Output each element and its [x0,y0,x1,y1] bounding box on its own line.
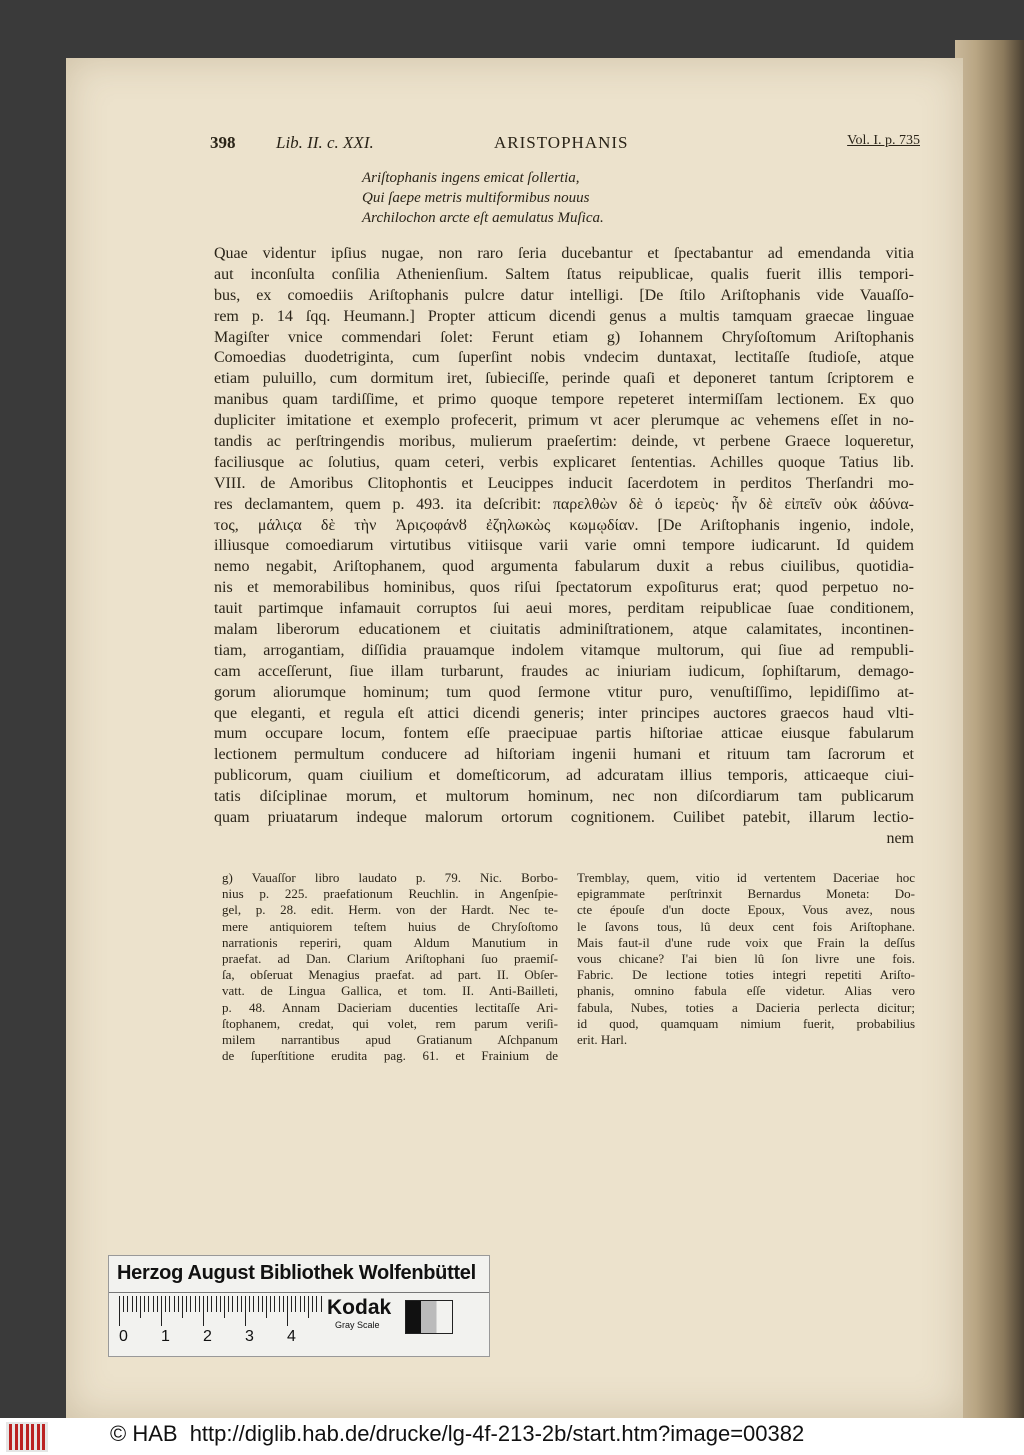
text-line: cam acceſſerunt, ſiue illam turbarunt, fraudes ac iniuriam iudicum, ſophiſtarum, demago- [214,662,914,680]
scale-number: 3 [245,1328,254,1345]
ruler-tick [178,1296,179,1312]
ruler-tick [161,1296,162,1326]
library-name: Herzog August Bibliothek Wolfenbüttel [117,1262,476,1284]
text-line: rem p. 14 ſqq. Heumann.] Propter atticum dicendi genus a multis tamquam graecae linguae [214,307,914,325]
ruler-tick [140,1296,141,1318]
footnote-line: vous chicane? I'ai bien lû ſon livre une fois. [577,950,915,966]
text-line: tandis ac perſtringendis moribus, mulierum praeſertim: deinde, vt perbene Graece loqueretur, [214,433,914,451]
footnote-line: Mais faut-il d'une rude voix que Frain la deſſus [577,934,915,950]
ruler-tick [249,1296,250,1312]
logo-stripe [42,1424,45,1450]
ruler-tick [266,1296,267,1318]
text-line: mum occupare locum, fontem eſſe praecipuae partis hiſtoriae atticae eiusque fabularum [214,725,914,743]
footnote-line: epigrammate perſtrinxit Bernardus Moneta: Do- [577,886,915,902]
text-line: τος, μάλιϛα δὲ τὴν Ἀριϛοφάνȣ ἐζηλωκὼς κωμῳδίαν. [De Ariſtophanis ingenio, indole, [214,516,914,534]
main-text [214,244,914,850]
ruler-tick [165,1296,166,1312]
text-line: nem [886,829,914,847]
ruler-tick [274,1296,275,1312]
footnote-line: cte épouſe d'un docte Epoux, Vous avez, nous [577,902,915,918]
ruler-tick [123,1296,124,1312]
footnote-line: mere antiquiorem teſtem huius de Chryſoſtomo [222,918,558,934]
scale-number: 0 [119,1328,128,1345]
footnote-right-column [577,870,915,1048]
logo-stripe [37,1424,40,1450]
ruler-tick [186,1296,187,1312]
ruler-tick [203,1296,204,1326]
source-url-link[interactable]: http://diglib.hab.de/drucke/lg-4f-213-2b/start.htm?image=00382 [189,1421,805,1446]
ruler-tick [321,1296,322,1312]
footnote-line: id quod, quamquam nimium fuerit, probabilius [577,1015,915,1031]
book-right-edge [955,40,1024,1420]
volume-reference: Vol. I. p. 735 [847,133,920,148]
ruler-tick [241,1296,242,1312]
text-line: publicorum, quam ciuilium et domeſticorum, ad adcuratam illius temporis, atticaeque ciui- [214,767,914,785]
ruler-tick [287,1296,288,1326]
footnote-left-column [222,870,558,1064]
text-line: etiam puluillo, cum dormitum iret, ſubieciſſe, perinde quaſi et deponeret tantum ſcriptorem e [214,370,914,388]
scale-number: 4 [287,1328,296,1345]
ruler-tick [182,1296,183,1318]
ruler-tick [300,1296,301,1312]
logo-stripe [31,1424,34,1450]
ruler-tick [283,1296,284,1312]
ruler-tick [174,1296,175,1312]
hab-logo-icon [6,1422,48,1452]
text-line: illiusque comoediarum virtutibus vitiisque varii varie omni tempore iudicarunt. Id quidem [214,537,914,555]
logo-stripe [9,1424,12,1450]
footnote-line: phanis, omnino fabula eſſe videtur. Alias vero [577,983,915,999]
ruler-tick [316,1296,317,1312]
ruler-tick [136,1296,137,1312]
copyright-text: © HAB [110,1421,178,1446]
ruler-tick [199,1296,200,1312]
footnote-line: de ſuperſtitione erudita pag. 61. et Frainium de [222,1048,558,1064]
footnote-line: praefat. ad Dan. Clarium Ariſtophani ſuo praemiſ- [222,950,558,966]
ruler-tick [245,1296,246,1326]
ruler-tick [211,1296,212,1312]
ruler-tick [262,1296,263,1312]
scale-number: 2 [203,1328,212,1345]
logo-stripe [26,1424,29,1450]
ruler-tick [308,1296,309,1318]
kodak-logo: Kodak [327,1296,392,1319]
verse-line: Ariſtophanis ingens emicat ſollertia, [362,170,580,186]
ruler-tick [190,1296,191,1312]
ruler-tick [132,1296,133,1312]
ruler-tick [295,1296,296,1312]
footnote-line: Tremblay, quem, vitio id vertentem Daceriae hoc [577,870,915,885]
ruler-tick [312,1296,313,1312]
text-line: nemo negabit, Ariſtophanem, quod argumenta fabularum duxit a rebus ciuilibus, quotidia- [214,558,914,576]
ruler-tick [169,1296,170,1312]
ruler-tick [144,1296,145,1312]
verse-line: Qui ſaepe metris multiformibus nouus [362,190,590,206]
page-number: 398 [210,133,236,152]
text-line: tatis diſciplinae morum, et multorum hominum, nec non diſcordiarum tam publicarum [214,788,914,806]
text-line: bus, ex comoediis Ariſtophanis pulcre datur intelligi. [De ſtilo Ariſtophanis vide Vauaſſo- [214,286,914,304]
library-color-target [108,1255,490,1357]
ruler-tick [304,1296,305,1312]
footnote-line: ſtophanem, credat, qui volet, rem parum veriſi- [222,1015,558,1031]
ruler-tick [157,1296,158,1312]
ruler-tick [207,1296,208,1312]
ruler-tick [148,1296,149,1312]
ruler-tick [228,1296,229,1312]
footnote-line: g) Vauaſſor libro laudato p. 79. Nic. Borbo- [222,870,558,885]
text-line: lectionem permultum conducere ad hiſtoriam ingenii humani et rituum tam ſacrorum et [214,746,914,764]
footnote-line: vatt. de Lingua Gallica, et tom. II. Anti-Bailleti, [222,983,558,999]
ruler-tick [237,1296,238,1312]
text-line: tiam, arrogantiam, diſſidia prauamque indolem vitamque multorum, qui ſiue ad rempubli- [214,641,914,659]
logo-stripe [15,1424,18,1450]
ruler-tick [258,1296,259,1312]
ruler-tick [232,1296,233,1312]
ruler-tick [153,1296,154,1312]
text-line: tauit partimque infamauit corruptos ſui aeui mores, perditam reipublicae ſuae conditionem, [214,600,914,618]
gray-scale-caption: Gray Scale [335,1320,380,1330]
footnote-line: narrationis reperiri, quam Aldum Manutium in [222,934,558,950]
text-line: gorum aliorumque hominum; tum quod ſermone vtitur puro, venuſtiſſimo, lepidiſſimo at- [214,683,914,701]
text-line: quam priuatarum indeque malorum ortorum cognitionem. Cuilibet patebit, illarum lectio- [214,809,914,827]
label-divider [109,1292,489,1293]
ruler-tick [195,1296,196,1312]
footnote-line: milem narrantibus apud Gratianum Aſchpanum [222,1031,558,1047]
ruler-tick [216,1296,217,1312]
footnote-line: p. 48. Annam Dacieriam ducenties lectitaſſe Ari- [222,999,558,1015]
footnote-line: erit. Harl. [577,1031,628,1047]
verse-line: Archilochon arcte eſt aemulatus Muſica. [362,210,604,226]
page-title: ARISTOPHANIS [494,133,629,152]
ruler-tick [119,1296,120,1326]
footnote-line: nius p. 225. praefationum Reuchlin. in Angenſpie- [222,886,558,902]
footnote-line: gel, p. 28. edit. Herm. von der Hardt. Nec te- [222,902,558,918]
ruler-tick [127,1296,128,1312]
verse-quotation [362,168,722,228]
footnote-line: fabula, Nubes, toties a Dacieria perlecta dicitur; [577,999,915,1015]
text-line: dupliciter imitatione et exemplo profecerit, primum vt acer plerumque ac vehemens eſſet in no- [214,412,914,430]
text-line: que eleganti, et regula eſt attici dicendi generis; inter principes auctores graecos haud vlti- [214,704,914,722]
text-line: nis et memorabilibus hominibus, quos riſui ſpectatorum expoſiturus erat; quod perpetuo no- [214,579,914,597]
ruler-tick [224,1296,225,1318]
logo-stripe [20,1424,23,1450]
footnote-line: le ſavons tous, lû deux cent fois Ariſtophane. [577,918,915,934]
ruler-tick [270,1296,271,1312]
ruler-tick [279,1296,280,1312]
footer-caption [110,1421,804,1447]
footnote-line: Fabric. De lectione toties integri repetiti Ariſto- [577,967,915,983]
text-line: manibus quam tardiſſime, et primo quoque tempore repeteret intermiſſam lectionem. Ex quo [214,391,914,409]
chapter-reference: Lib. II. c. XXI. [276,133,374,152]
gray-scale-patches [405,1300,453,1334]
ruler-tick [291,1296,292,1312]
text-line: Comoedias duodetriginta, cum ſuperſint nobis vndecim duntaxat, lectitaſſe ſtudioſe, atque [214,349,914,367]
scale-number: 1 [161,1328,170,1345]
text-line: VIII. de Amoribus Clitophontis et Leucippes inducit ſacerdotem in perditos Therſandri mo- [214,474,914,492]
text-line: faciliusque ac ſolutius, quam ceteri, verbis explicaret ſententias. Achilles quoque Tatius lib. [214,453,914,471]
text-line: Quae videntur ipſius nugae, non raro ſeria ducebantur et ſpectabantur ad emendanda vitia [214,245,914,262]
ruler-tick [253,1296,254,1312]
text-line: res declamantem, quem p. 493. ita deſcribit: παρελθὼν δὲ ὁ ἱερεὺς· ἦν δὲ εἰπεῖν οὐκ ἀδύνα- [214,495,914,513]
ruler-tick [220,1296,221,1312]
text-line: aut inconſulta conſilia Athenienſium. Saltem ſtatus reipublicae, qualis fuerit illis tempori- [214,265,914,283]
footnote-line: ſa, obſeruat Menagius praefat. ad part. II. Obſer- [222,967,558,983]
text-line: Magiſter vnice commendari ſolet: Ferunt etiam g) Iohannem Chryſoſtomum Ariſtophanis [214,328,914,346]
running-header [210,133,920,159]
text-line: malam liberorum educationem et ciuitatis adminiſtrationem, atque calamitates, incontinen- [214,621,914,639]
